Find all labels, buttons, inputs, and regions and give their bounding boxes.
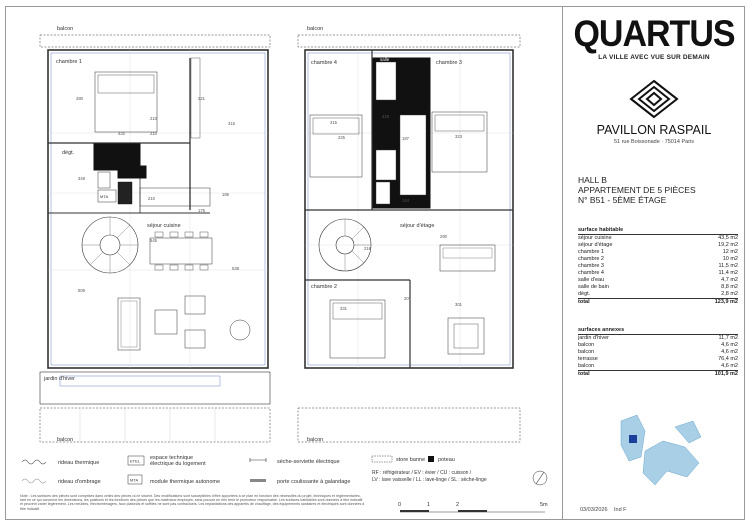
legend-seche-serviette: sèche-serviette électrique (277, 459, 340, 465)
left-dimension: 280 (76, 96, 83, 101)
apartment-type: APPARTEMENT DE 5 PIÈCES (578, 185, 696, 195)
surface-habitable-row (578, 242, 738, 249)
surface-habitable-row-value: 12 m2 (722, 249, 738, 255)
surface-habitable-header (578, 227, 738, 235)
surface-habitable-row-value: 2,8 m2 (721, 291, 738, 297)
surface-annexe-row (578, 363, 738, 371)
surface-annexe-row-value: 4,6 m2 (721, 363, 738, 369)
pavilion-address: 51 rue Boissonade · 75014 Paris (613, 139, 695, 145)
surface-habitable-row (578, 235, 738, 243)
surface-annexe-row (578, 342, 738, 349)
left-dimension: 210 (150, 131, 157, 136)
surface-annexe-row-label: terrasse (578, 356, 598, 362)
pavilion-name: PAVILLON RASPAIL (596, 123, 712, 137)
right-dimension: 315 (330, 120, 337, 125)
hall-label: HALL B (578, 175, 607, 185)
surfaces-annexes-table (578, 327, 738, 378)
surface-habitable-row (578, 270, 738, 277)
surface-habitable-row-label: séjour cuisine (578, 235, 612, 241)
legend-store-banne: store banne (396, 457, 426, 463)
surface-habitable-row-value: 11,4 m2 (718, 270, 738, 276)
site-plan-map (615, 407, 707, 497)
surface-annexe-row-label: jardin d'hiver (578, 335, 610, 341)
scale-1: 1 (427, 502, 431, 508)
legend (22, 455, 487, 485)
scale-2: 2 (456, 502, 460, 508)
surface-annexe-total (578, 371, 738, 379)
surface-annexe-header-value (684, 327, 738, 335)
label-chambre1: chambre 1 (56, 59, 82, 65)
surface-annexe-row-value: 4,6 m2 (721, 349, 738, 355)
surface-habitable-row-label: salle de bain (578, 284, 609, 290)
surface-annexe-row (578, 349, 738, 356)
legend-rideau-ombrage: rideau d'ombrage (58, 479, 101, 485)
store-banne-icon (372, 456, 392, 462)
surface-annexe-row-value: 11,7 m2 (718, 335, 738, 341)
scale-0: 0 (398, 502, 402, 508)
surface-habitable-total (578, 299, 738, 307)
right-dimension: 144 (402, 198, 409, 203)
plan-right (298, 35, 520, 442)
right-dimension: 225 (338, 135, 345, 140)
right-dimension: 331 (340, 306, 347, 311)
surface-habitable-row (578, 277, 738, 284)
legend-etel-abbr: ETEL (130, 458, 141, 464)
legend-rideau-thermique: rideau thermique (58, 460, 100, 466)
legend-porte-coulissante: porte coulissante à galandage (277, 479, 351, 485)
left-dimension: 315 (228, 121, 235, 126)
right-dimension: 418 (382, 114, 389, 119)
surface-habitable-row-label: dégt. (578, 291, 591, 297)
label-sdb: salle (380, 57, 390, 62)
left-dimension: 538 (232, 266, 239, 271)
right-dimension: 301 (455, 302, 462, 307)
surface-habitable-row-label: chambre 4 (578, 270, 604, 276)
legend-espace-technique: espace technique électrique du logement (150, 455, 206, 467)
surface-annexe-total-value: 101,9 m2 (684, 371, 738, 379)
label-chambre4: chambre 4 (311, 60, 337, 66)
label-degt: dégt. (62, 150, 75, 156)
left-dimension: 185 (222, 192, 229, 197)
surface-annexe-row-value: 4,6 m2 (721, 342, 738, 348)
surface-habitable-header-label: surface habitable (578, 227, 684, 235)
label-mta: MTA (100, 194, 109, 199)
surface-habitable-total-label: total (578, 299, 684, 307)
surface-habitable-row-value: 11,5 m2 (718, 263, 738, 269)
pavilion-logo-icon (623, 75, 685, 119)
apartment-number: N° B51 - 5ÈME ÉTAGE (578, 195, 667, 205)
right-dimension: 290 (440, 234, 447, 239)
surface-habitable-row (578, 256, 738, 263)
rideau-thermique-icon (22, 460, 46, 464)
left-dimension: 210 (150, 116, 157, 121)
surface-annexe-row-value: 76,4 m2 (718, 356, 738, 362)
surface-habitable-row-label: salle d'eau (578, 277, 605, 283)
surface-habitable-row-value: 43,5 m2 (718, 235, 738, 241)
legend-abbr-1: RF : réfrigérateur / EV : évier / CU : cuisson / (372, 470, 472, 476)
disclaimer-note: Note : Les surfaces des pièces sont comprises dans celles des pièces où le situent. Des modifications sont susceptibles d'être apportées à ce plan en fonction des nécessités du projet, techniques et réglementaires, tant en ce qui concerne les dimensions, les positions et les fonctions des pièces que les matériaux employés, sans pouvoir en rien tenir le promoteur responsable. Les surfaces habitables sont données à titre indicatif et peuvent varier légèrement. Les meubles, électroménagers, faux plafonds et soffites ne sont pas contractuels. Les implantations des appareils de chauffage, des équipements sanitaires et électriques sont données à titre indicatif. (20, 494, 365, 511)
right-dimension: 323 (455, 134, 462, 139)
north-arrow-icon (533, 471, 547, 485)
label-jardin-hiver: jardin d'hiver (44, 376, 76, 382)
right-dimension: 187 (402, 136, 409, 141)
surface-annexe-header (578, 327, 738, 335)
surface-habitable-header-value (684, 227, 738, 235)
brand-tagline: LA VILLE AVEC VUE SUR DEMAIN (598, 54, 710, 61)
surface-habitable-row (578, 249, 738, 256)
footer-date: 03/03/2026 (580, 507, 608, 513)
label-chambre3: chambre 3 (436, 60, 462, 66)
apartment-info (578, 175, 696, 205)
left-dimension: 432 (118, 131, 125, 136)
seche-serviette-icon (250, 458, 266, 462)
porte-coulissante-icon (250, 479, 266, 482)
label-chambre2: chambre 2 (311, 284, 337, 290)
surface-habitable-total-value: 123,9 m2 (684, 299, 738, 307)
surface-annexe-row (578, 335, 738, 343)
surface-habitable-row-label: séjour d'étage (578, 242, 613, 248)
label-sejour-cuisine: séjour cuisine (147, 223, 181, 229)
surface-habitable-row-label: chambre 3 (578, 263, 604, 269)
surface-annexe-row-label: balcon (578, 349, 595, 355)
legend-mta-abbr: MTA (130, 477, 139, 483)
label-sejour-etage: séjour d'étage (400, 223, 435, 229)
right-dimension: 216 (364, 246, 371, 251)
legend-abbr-2: LV : lave vaisselle / LL : lave-linge / SL : sèche-linge (372, 477, 487, 483)
title-block (562, 7, 745, 519)
brand-title: QUARTUS (573, 13, 735, 55)
poteau-icon (428, 456, 434, 462)
label-balcon-top-left: balcon (57, 26, 74, 32)
surface-habitable-row (578, 284, 738, 291)
left-dimension: 509 (78, 288, 85, 293)
surface-habitable-row-label: chambre 2 (578, 256, 604, 262)
surface-habitable-row-value: 10 m2 (722, 256, 738, 262)
surface-habitable-row-label: chambre 1 (578, 249, 604, 255)
rideau-ombrage-icon (22, 479, 46, 483)
footer-index: Ind F (614, 507, 627, 513)
surface-habitable-row (578, 263, 738, 270)
surface-annexe-row-label: balcon (578, 342, 595, 348)
legend-module-thermique: module thermique autonome (150, 479, 221, 485)
left-dimension: 349 (78, 176, 85, 181)
surface-annexe-total-label: total (578, 371, 684, 379)
label-balcon-bottom-left: balcon (57, 437, 74, 443)
surfaces-habitable-table (578, 227, 738, 306)
scale-bar (398, 502, 548, 512)
surface-habitable-row-value: 4,7 m2 (721, 277, 738, 283)
legend-poteau: poteau (438, 457, 455, 463)
left-dimension: 175 (198, 208, 205, 213)
right-dimension: 207 (404, 296, 411, 301)
surface-habitable-row-value: 8,8 m2 (721, 284, 738, 290)
surface-habitable-row (578, 291, 738, 299)
surface-annexe-row-label: balcon (578, 363, 595, 369)
surface-annexe-row (578, 356, 738, 363)
label-balcon-top-right: balcon (307, 26, 324, 32)
left-dimension: 210 (148, 196, 155, 201)
surface-annexe-header-label: surfaces annexes (578, 327, 684, 335)
scale-5: 5m (540, 502, 548, 508)
label-balcon-bottom-right: balcon (307, 437, 324, 443)
left-dimension: 221 (198, 96, 205, 101)
left-dimension: 545 (150, 238, 157, 243)
surface-habitable-row-value: 19,2 m2 (718, 242, 738, 248)
